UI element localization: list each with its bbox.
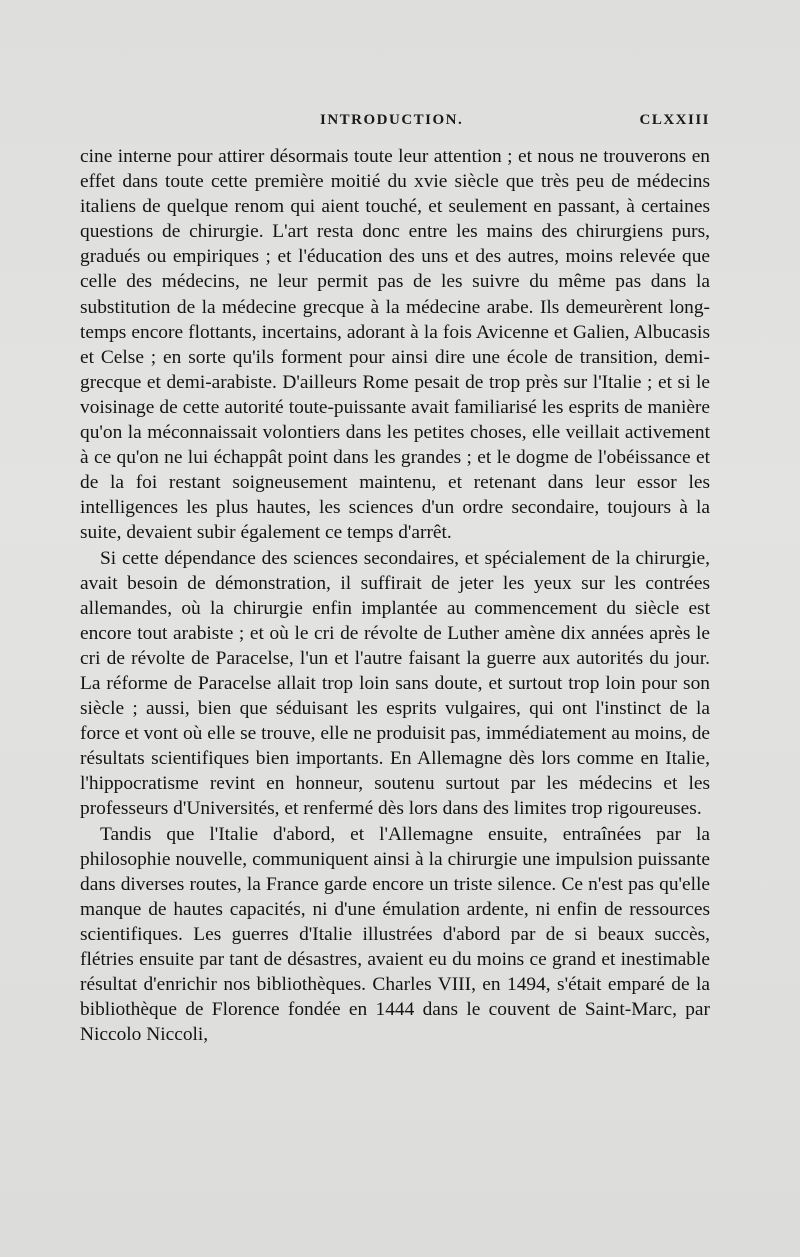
chapter-title: INTRODUCTION. (320, 112, 464, 128)
page-number: CLXXIII (639, 112, 710, 128)
paragraph-3: Tandis que l'Italie d'abord, et l'Allemagne ensuite, entraînées par la philosophie nouvelle, communiquent ainsi à la chirurgie une impulsion puissante dans diverses routes, la France garde encore un triste silence. Ce n'est pas qu'elle manque de hautes capacités, ni d'une émulation ardente, ni enfin de ressources scientifiques. Les guerres d'Italie illustrées d'abord par de si beaux succès, flétries ensuite par tant de désastres, avaient eu du moins ce grand et inestimable résultat d'enrichir nos bibliothèques. Charles VIII, en 1494, s'était emparé de la bibliothèque de Florence fondée en 1444 dans le couvent de Saint-Marc, par Niccolo Niccoli, (80, 823, 710, 1046)
running-head (80, 112, 710, 136)
body-text (80, 144, 710, 1047)
paragraph-2: Si cette dépendance des sciences secondaires, et spécialement de la chirurgie, avait besoin de démonstration, il suffirait de jeter les yeux sur les contrées allemandes, où la chirurgie enfin implantée au commencement du siècle est encore tout arabiste ; et où le cri de révolte de Luther amène dix années après le cri de révolte de Paracelse, l'un et l'autre faisant la guerre aux autorités du jour. La réforme de Paracelse allait trop loin sans doute, et surtout trop loin pour son siècle ; aussi, bien que séduisant les esprits vulgaires, qui ont l'instinct de la force et vont où elle se trouve, elle ne produisit pas, immédiatement au moins, de résultats scientifiques bien importants. En Allemagne dès lors comme en Italie, l'hippocratisme revint en honneur, soutenu surtout par les médecins et les professeurs d'Universités, et renfermé dès lors dans des limites trop rigoureuses. (80, 547, 710, 820)
paragraph-1: cine interne pour attirer désormais toute leur attention ; et nous ne trouverons en effet dans toute cette première moitié du xvie siècle que très peu de médecins italiens de quelque renom qui aient touché, et seulement en passant, à certaines questions de chirurgie. L'art resta donc entre les mains des chirurgiens purs, gradués ou empiriques ; et l'éducation des uns et des autres, moins relevée que celle des médecins, ne leur permit pas de les suivre du même pas dans la substitution de la médecine grecque à la médecine arabe. Ils demeurèrent long-temps encore flottants, incertains, adorant à la fois Avicenne et Galien, Albucasis et Celse ; en sorte qu'ils forment pour ainsi dire une école de transition, demi-grecque et demi-arabiste. D'ailleurs Rome pesait de trop près sur l'Italie ; et si le voisinage de cette autorité toute-puissante avait familiarisé les esprits de manière qu'on la méconnaissait volontiers dans les petites choses, elle veillait activement à ce qu'on ne lui échappât point dans les grandes ; et le dogme de l'obéissance et de la foi restant soigneusement maintenu, et retenant dans leur essor les intelligences les plus hautes, les sciences d'un ordre secondaire, toujours à la suite, devaient subir également ce temps d'arrêt. (80, 146, 710, 544)
